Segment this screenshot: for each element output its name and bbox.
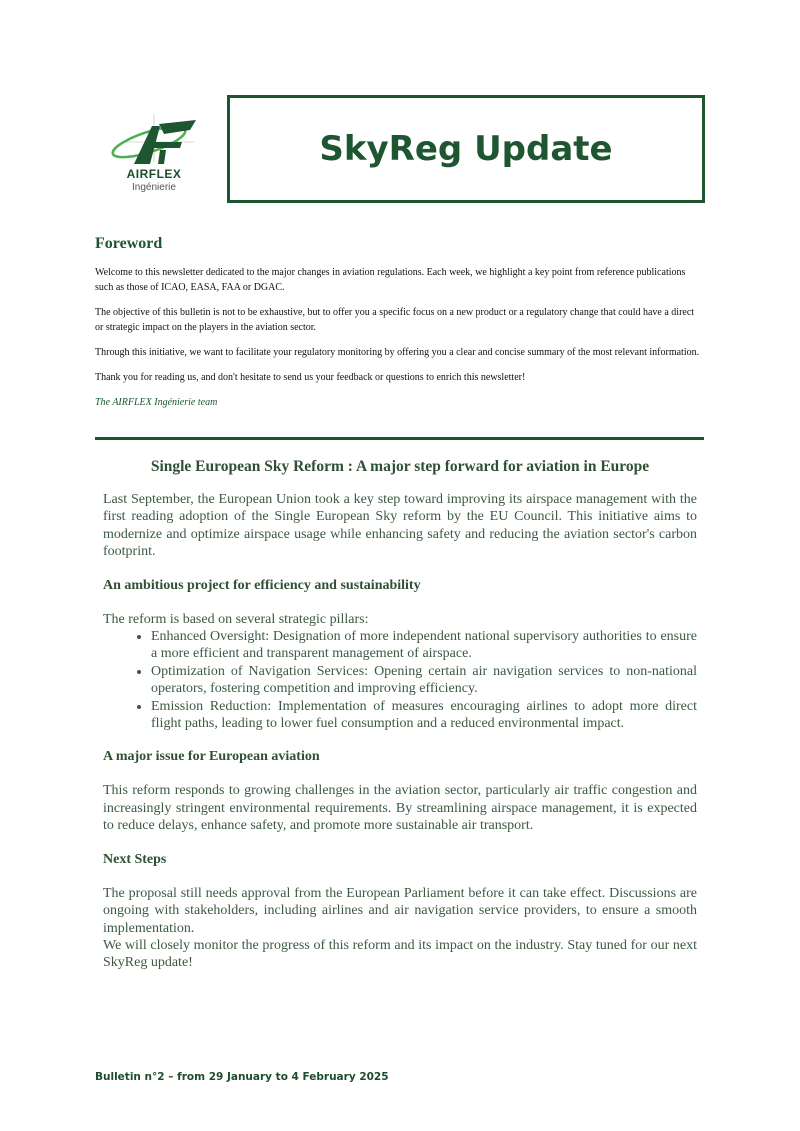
foreword-paragraph: Through this initiative, we want to facilitate your regulatory monitoring by offering you a clear and concise summary of the most relevant information. [95, 347, 700, 358]
page-title: SkyReg Update [319, 129, 613, 169]
foreword-paragraph: Thank you for reading us, and don't hesitate to send us your feedback or questions to enrich this newsletter! [95, 372, 526, 383]
section-heading: An ambitious project for efficiency and sustainability [103, 577, 421, 593]
logo-subtitle: Ingénierie [132, 182, 176, 193]
section-lead: The reform is based on several strategic pillars: [103, 611, 369, 627]
airflex-logo [104, 112, 204, 198]
section-heading: Next Steps [103, 851, 167, 867]
foreword-paragraph: Welcome to this newsletter dedicated to the major changes in aviation regulations. Each week, we highlight a key point from reference publications such as those of ICAO, EASA, FAA or DGAC. [95, 267, 686, 293]
logo-name: AIRFLEX [126, 167, 182, 181]
list-item: • Enhanced Oversight: Designation of more independent national supervisory authorities to ensure a more efficient and transparent management of airspace. [151, 628, 697, 663]
article [103, 458, 697, 972]
list-item: • Emission Reduction: Implementation of measures encouraging airlines to adopt more direct flight paths, leading to lower fuel consumption and a reduced environmental impact. [151, 698, 697, 733]
list-item: • Optimization of Navigation Services: Opening certain air navigation services to non-national operators, fostering competition and improving efficiency. [151, 663, 697, 698]
plane-logo-icon [104, 112, 204, 168]
section-text: We will closely monitor the progress of this reform and its impact on the industry. Stay tuned for our next SkyReg update! [103, 937, 697, 971]
foreword-signature: The AIRFLEX Ingénierie team [95, 397, 218, 408]
title-box [227, 95, 705, 203]
section-text: This reform responds to growing challenges in the aviation sector, particularly air traffic congestion and increasingly stringent environmental requirements. By streamlining airspace management, it is expected to reduce delays, enhance safety, and promote more sustainable air transport. [103, 783, 697, 834]
foreword-paragraph: The objective of this bulletin is not to be exhaustive, but to offer you a specific focus on a new product or a regulatory change that could have a direct or strategic impact on the players in the aviation sector. [95, 307, 695, 333]
section-text: The proposal still needs approval from the European Parliament before it can take effect. Discussions are ongoing with stakeholders, including airlines and air navigation service providers, to ensure a smooth implementation. [103, 885, 697, 936]
article-intro: Last September, the European Union took a key step toward improving its airspace management with the first reading adoption of the Single European Sky reform by the EU Council. This initiative aims to modernize and optimize airspace usage while enhancing safety and reducing the aviation sector's carbon footprint. [103, 492, 697, 560]
foreword-heading: Foreword [95, 235, 163, 252]
bulletin-footer: Bulletin n°2 – from 29 January to 4 February 2025 [95, 1071, 389, 1083]
pillars-list [103, 628, 697, 732]
section-divider [95, 437, 704, 440]
article-title: Single European Sky Reform : A major step forward for aviation in Europe [150, 458, 650, 475]
section-heading: A major issue for European aviation [103, 749, 320, 765]
foreword-section [95, 235, 700, 420]
